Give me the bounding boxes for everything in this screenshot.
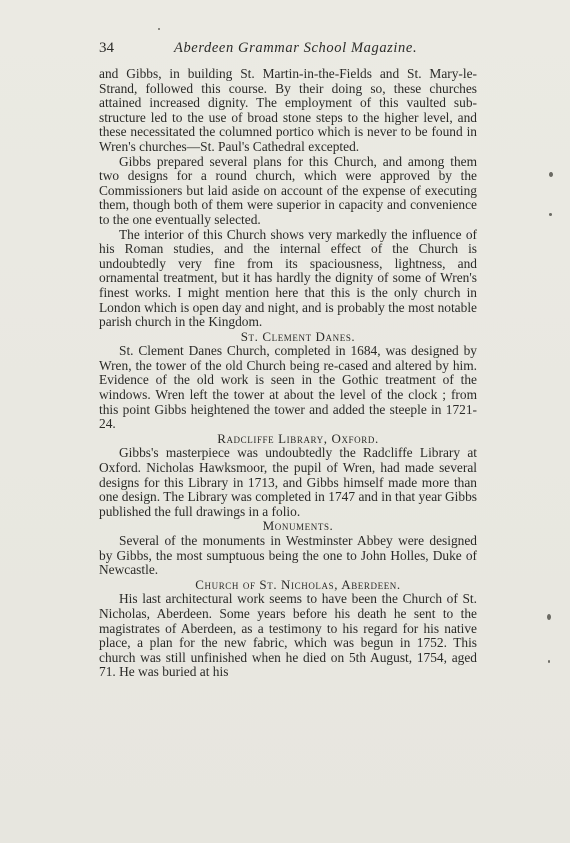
paper-speck <box>158 28 160 30</box>
section-heading-radcliffe-library: Radcliffe Library, Oxford. <box>217 430 379 446</box>
paper-speck <box>549 213 552 216</box>
paragraph-interior: The interior of this Church shows very markedly the influence of his Roman studies, and the internal effect of the Church is undoubtedly very fine from its spaciousness, lightness, and ornamental treatment, but it has hardly the dignity of some of Wren's finest works. I might mention here that this is the only church in London which is open day and night, and is probably the most notable parish church in the Kingdom. <box>99 226 477 330</box>
section-heading-st-nicholas: Church of St. Nicholas, Aberdeen. <box>195 576 401 592</box>
paper-speck <box>548 660 550 663</box>
paper-speck <box>549 172 553 177</box>
paragraph-gibbs-plans: Gibbs prepared several plans for this Church, and among them two designs for a round church, which were approved by the Commissioners but laid aside on account of the expense of executing them, though both of them were superior in capacity and convenience to the one eventually selected. <box>99 153 477 227</box>
page-header <box>99 40 477 60</box>
section-heading-monuments: Monuments. <box>262 518 334 534</box>
paragraph-monuments: Several of the monuments in Westminster Abbey were designed by Gibbs, the most sumptuous being the one to John Holles, Duke of Newcastle. <box>99 533 477 578</box>
paragraph-st-clement-danes: St. Clement Danes Church, completed in 1684, was designed by Wren, the tower of the old Church being re-cased and altered by him. Evidence of the old work is seen in the Gothic treatment of the windows. Wren left the tower at about the level of the clock ; from this point Gibbs heightened the tower and added the steeple in 1721-24. <box>99 343 477 432</box>
paper-speck <box>547 614 551 620</box>
section-heading-st-clement-danes: St. Clement Danes. <box>240 328 356 344</box>
paragraph-continued: and Gibbs, in building St. Martin-in-the-Fields and St. Mary-le-Strand, followed this course. By their doing so, these churches attained increased dignity. The employment of this vaulted sub-structure led to the use of broad stone steps to the higher level, and these necessitated the columned portico which is never to be found in Wren's churches—St. Paul's Cathedral excepted. <box>99 66 477 154</box>
paragraph-st-nicholas: His last architectural work seems to have been the Church of St. Nicholas, Aberdeen. Some years before his death he sent to the magistrates of Aberdeen, as a testimony to his regard for his native place, a plan for the new fabric, which was begun in 1752. This church was still unfinished when he died on 5th August, 1754, aged 71. He was buried at his <box>99 591 477 680</box>
running-title: Aberdeen Grammar School Magazine. <box>174 40 418 56</box>
paragraph-radcliffe-library: Gibbs's masterpiece was undoubtedly the Radcliffe Library at Oxford. Nicholas Hawksmoor, the pupil of Wren, had made several designs for this Library in 1713, and Gibbs himself made more than one design. The Library was completed in 1747 and in that year Gibbs published the full drawings in a folio. <box>99 445 477 519</box>
page-number: 34 <box>99 40 114 56</box>
article-body <box>99 67 477 680</box>
